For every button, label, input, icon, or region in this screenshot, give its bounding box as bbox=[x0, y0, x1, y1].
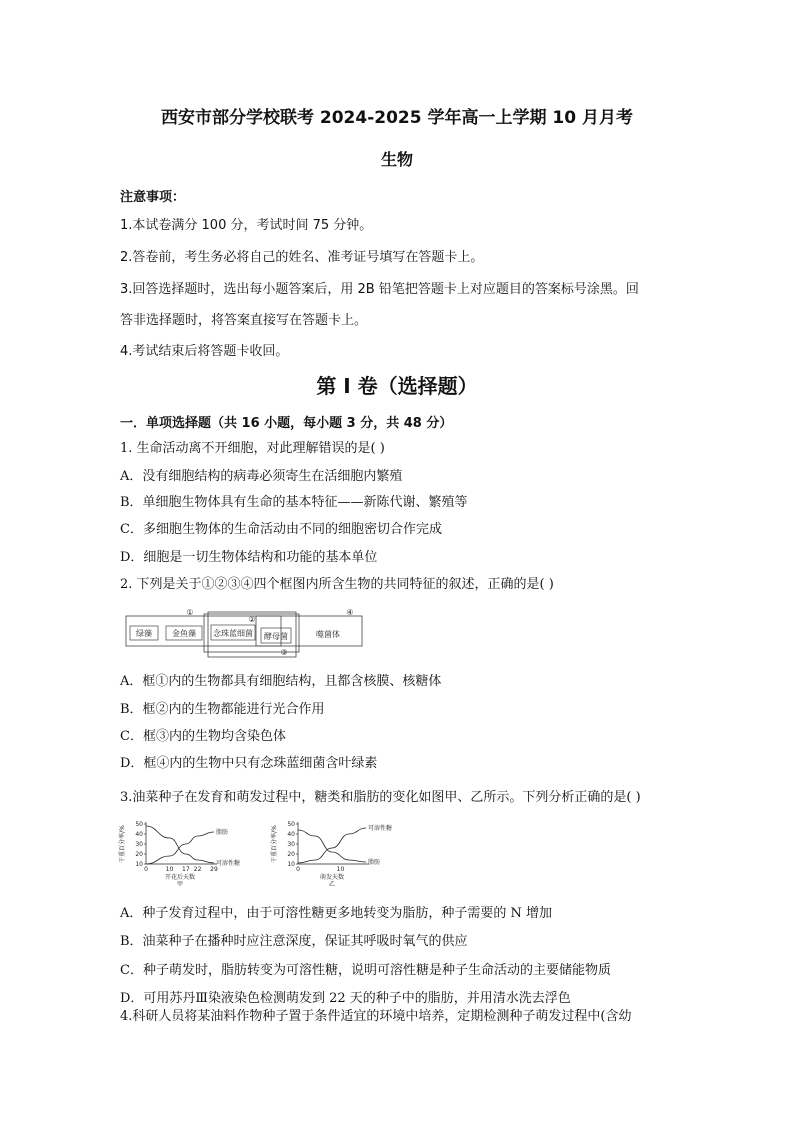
y-tick-label: 50 bbox=[287, 821, 295, 828]
notice-item: 1.本试卷满分 100 分，考试时间 75 分钟。 bbox=[120, 218, 373, 233]
chart-jia bbox=[118, 818, 241, 888]
series-line-1 bbox=[146, 832, 214, 864]
question-2-stem: 2. 下列是关于①②③④四个框图内所含生物的共同特征的叙述，正确的是( ) bbox=[120, 577, 554, 592]
y-tick-label: 10 bbox=[287, 861, 295, 868]
section-heading: 一．单项选择题（共 16 小题，每小题 3 分，共 48 分） bbox=[120, 416, 453, 431]
question-1-option-a: A．没有细胞结构的病毒必须寄生在活细胞内繁殖 bbox=[120, 469, 403, 484]
notice-item: 3.回答选择题时，选出每小题答案后，用 2B 铅笔把答题卡上对应题目的答案标号涂黑。回 bbox=[120, 282, 639, 297]
exam-title: 西安市部分学校联考 2024-2025 学年高一上学期 10 月月考 bbox=[160, 108, 633, 128]
notice-item: 4.考试结束后将答题卡收回。 bbox=[120, 344, 289, 359]
notice-heading: 注意事项： bbox=[120, 190, 186, 205]
question-1-option-b: B．单细胞生物体具有生命的基本特征——新陈代谢、繁殖等 bbox=[120, 495, 468, 510]
series-label: 脂肪 bbox=[216, 829, 229, 836]
x-tick-label: 10 bbox=[165, 866, 174, 873]
organism-label: 金鱼藻 bbox=[172, 629, 196, 638]
x-axis-label: 开花后天数 bbox=[164, 874, 196, 881]
x-tick-label: 0 bbox=[296, 866, 300, 873]
y-tick-label: 10 bbox=[135, 861, 143, 868]
frame-label: ④ bbox=[346, 608, 354, 617]
frame-label: ③ bbox=[280, 648, 288, 657]
x-tick-label: 10 bbox=[336, 866, 345, 873]
y-tick-label: 40 bbox=[135, 831, 143, 838]
chart-caption: 甲 bbox=[176, 881, 184, 888]
question-4-stem: 4.科研人员将某油料作物种子置于条件适宜的环境中培养，定期检测种子萌发过程中(含幼 bbox=[120, 1009, 632, 1024]
question-3-option-c: C．种子萌发时，脂肪转变为可溶性糖，说明可溶性糖是种子生命活动的主要储能物质 bbox=[120, 963, 611, 978]
organism-label: 念珠蓝细菌 bbox=[213, 629, 253, 638]
volume-title: 第 I 卷（选择题） bbox=[316, 374, 478, 398]
y-tick-label: 20 bbox=[135, 851, 143, 858]
organism-frame-diagram bbox=[124, 609, 364, 659]
question-3-stem: 3.油菜种子在发育和萌发过程中，糖类和脂肪的变化如图甲、乙所示。下列分析正确的是( ) bbox=[120, 790, 641, 805]
question-3-option-a: A．种子发育过程中，由于可溶性糖更多地转变为脂肪，种子需要的 N 增加 bbox=[120, 906, 553, 921]
series-label: 可溶性糖 bbox=[216, 860, 241, 867]
y-tick-label: 30 bbox=[287, 841, 295, 848]
series-label: 可溶性糖 bbox=[368, 825, 393, 832]
question-1-option-d: D．细胞是一切生物体结构和功能的基本单位 bbox=[120, 550, 378, 565]
y-tick-label: 50 bbox=[135, 821, 143, 828]
question-3-option-d: D．可用苏丹Ⅲ染液染色检测萌发到 22 天的种子中的脂肪，并用清水洗去浮色 bbox=[120, 991, 571, 1006]
chart-yi bbox=[270, 818, 393, 888]
question-2-option-d: D．框④内的生物中只有念珠蓝细菌含叶绿素 bbox=[120, 756, 378, 771]
x-tick-label: 0 bbox=[144, 866, 148, 873]
organism-label: 噬菌体 bbox=[316, 630, 340, 639]
frame-label: ① bbox=[186, 608, 194, 617]
organism-label: 绿藻 bbox=[136, 629, 152, 638]
y-tick-label: 30 bbox=[135, 841, 143, 848]
y-axis-label: 干重百分率/% bbox=[119, 825, 126, 863]
series-line-1 bbox=[298, 828, 366, 863]
question-2-option-a: A．框①内的生物都具有细胞结构，且都含核膜、核糖体 bbox=[120, 674, 442, 689]
notice-item: 答非选择题时，将答案直接写在答题卡上。 bbox=[120, 313, 368, 328]
subject-title: 生物 bbox=[380, 150, 413, 169]
organism-label: 酵母菌 bbox=[264, 632, 288, 641]
question-3-option-b: B．油菜种子在播种时应注意深度，保证其呼吸时氧气的供应 bbox=[120, 934, 468, 949]
chart-caption: 乙 bbox=[328, 881, 336, 888]
x-tick-label: 17 bbox=[182, 866, 190, 873]
x-tick-label: 22 bbox=[193, 866, 202, 873]
series-line-2 bbox=[146, 826, 214, 863]
question-1-option-c: C．多细胞生物体的生命活动由不同的细胞密切合作完成 bbox=[120, 522, 442, 537]
y-axis-label: 干重百分率/% bbox=[271, 825, 278, 863]
series-line-2 bbox=[298, 830, 366, 862]
y-tick-label: 40 bbox=[287, 831, 295, 838]
frame-4 bbox=[256, 616, 362, 646]
question-2-option-b: B．框②内的生物都能进行光合作用 bbox=[120, 702, 325, 717]
notice-item: 2.答卷前，考生务必将自己的姓名、准考证号填写在答题卡上。 bbox=[120, 250, 484, 265]
y-tick-label: 20 bbox=[287, 851, 295, 858]
x-axis-label: 萌发天数 bbox=[319, 874, 345, 881]
x-tick-label: 29 bbox=[210, 866, 218, 873]
question-1-stem: 1. 生命活动离不开细胞，对此理解错误的是( ) bbox=[120, 441, 385, 456]
question-2-option-c: C．框③内的生物均含染色体 bbox=[120, 729, 286, 744]
series-label: 脂肪 bbox=[368, 859, 381, 866]
frame-label: ② bbox=[248, 615, 256, 624]
